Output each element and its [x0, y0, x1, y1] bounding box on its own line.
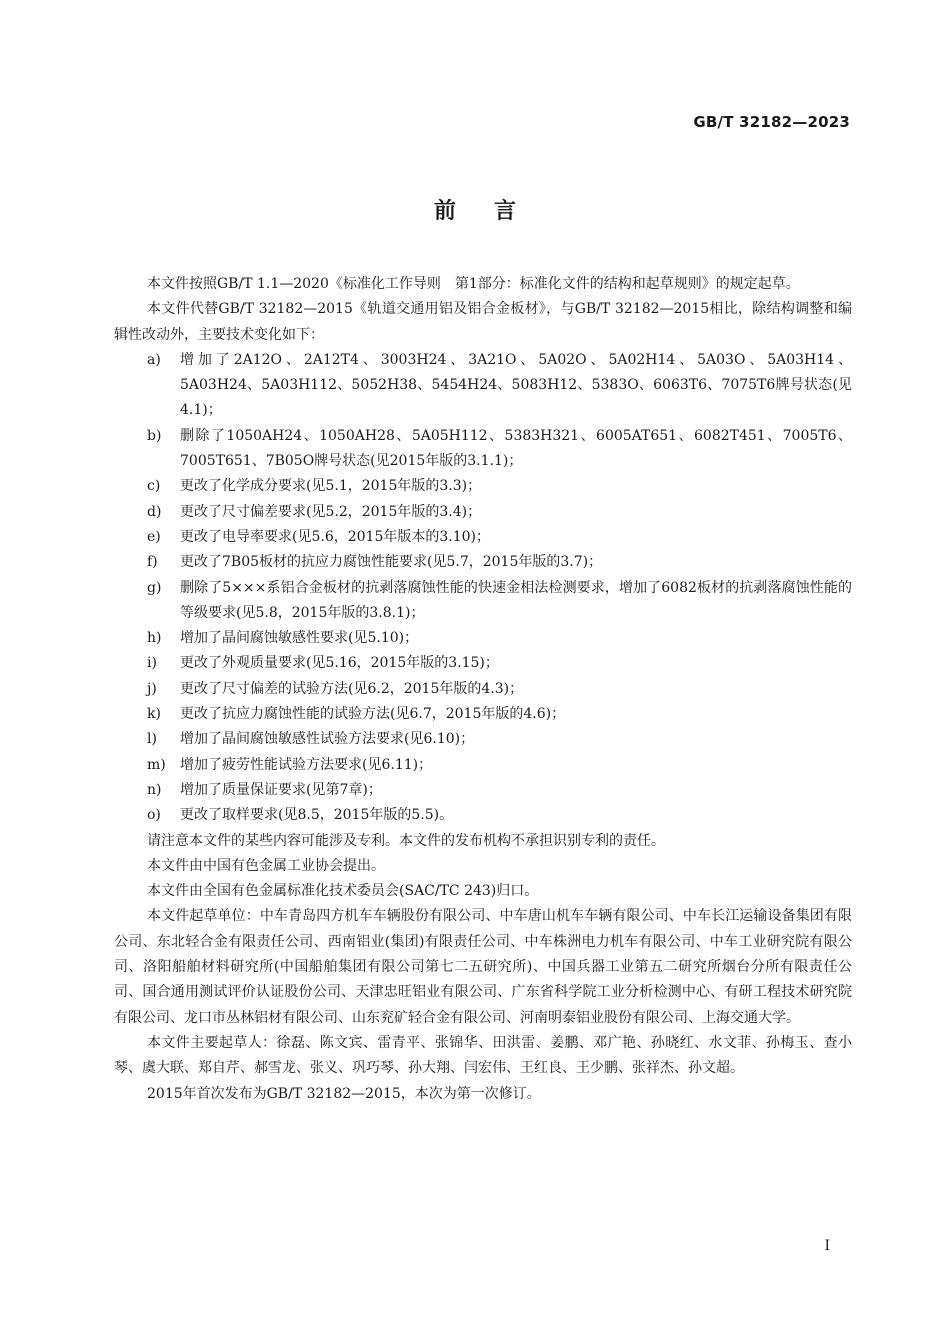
list-item — [114, 525, 852, 550]
standard-number: GB/T 32182—2023 — [693, 113, 850, 131]
list-item — [114, 702, 852, 727]
list-item-text: 更改了取样要求(见8.5，2015年版的5.5)。 — [180, 807, 454, 824]
list-marker: l) — [147, 731, 157, 748]
drafters-paragraph: 本文件主要起草人：徐磊、陈文宾、雷青平、张锦华、田洪雷、姜鹏、邓广艳、孙晓红、水文菲、孙梅玉、查小琴、虞大联、郑自芹、郝雪龙、张义、巩巧琴、孙大翔、闫宏伟、王红良、王少鹏、张祥杰、孙文超。 — [114, 1034, 852, 1077]
list-item-text: 更改了电导率要求(见5.6，2015年版本的3.10)； — [180, 528, 490, 545]
list-item — [114, 474, 852, 499]
list-item — [114, 424, 852, 475]
page-number: I — [824, 1238, 830, 1254]
list-item-text: 更改了外观质量要求(见5.16，2015年版的3.15)； — [180, 655, 499, 672]
intro-paragraph-replacement: 本文件代替GB/T 32182—2015《轨道交通用铝及铝合金板材》，与GB/T 32182—2015相比，除结构调整和编辑性改动外，主要技术变化如下： — [114, 301, 852, 343]
list-marker: d) — [147, 503, 162, 520]
intro-paragraph-drafting-rules: 本文件按照GB/T 1.1—2020《标准化工作导则 第1部分：标准化文件的结构和起草规则》的规定起草。 — [147, 276, 800, 292]
list-item — [114, 803, 852, 828]
technical-committee-paragraph: 本文件由全国有色金属标准化技术委员会(SAC/TC 243)归口。 — [147, 883, 539, 900]
list-item — [114, 677, 852, 702]
list-item — [114, 651, 852, 676]
list-item — [114, 550, 852, 575]
history-paragraph: 2015年首次发布为GB/T 32182—2015，本次为第一次修订。 — [147, 1085, 541, 1102]
list-marker: g) — [147, 579, 162, 596]
list-marker: m) — [147, 756, 166, 773]
list-marker: o) — [147, 807, 161, 824]
list-item — [114, 753, 852, 778]
list-item-text: 删除了5×××系铝合金板材的抗剥落腐蚀性能的快速金相法检测要求，增加了6082板材的抗剥落腐蚀性能的等级要求(见5.8，2015年版的3.8.1)； — [180, 579, 852, 621]
list-item-text: 增加了质量保证要求(见第7章)； — [180, 781, 382, 798]
list-item-text: 更改了抗应力腐蚀性能的试验方法(见6.7，2015年版的4.6)； — [180, 706, 566, 723]
drafting-units-paragraph: 本文件起草单位：中车青岛四方机车车辆股份有限公司、中车唐山机车车辆有限公司、中车长江运输设备集团有限公司、东北轻合金有限责任公司、西南铝业(集团)有限责任公司、中车株洲电力机车有限公司、中车工业研究院有限公司、洛阳船舶材料研究所(中国船舶集团有限公司第七二五研究所)、中国兵器工业第五二研究所烟台分所有限责任公司、国合通用测试评价认证股份公司、天津忠旺铝业有限公司、广东省科学院工业分析检测中心、有研工程技术研究院有限公司、龙口市丛林铝材有限公司、山东兖矿轻合金有限公司、河南明泰铝业股份有限公司、上海交通大学。 — [114, 908, 852, 1026]
list-marker: j) — [147, 680, 157, 697]
page-title: 前言 — [433, 199, 554, 224]
list-item — [114, 626, 852, 651]
list-marker: f) — [147, 554, 158, 571]
list-item-text: 更改了尺寸偏差要求(见5.2，2015年版的3.4)； — [180, 503, 482, 520]
list-item-text: 更改了7B05板材的抗应力腐蚀性能要求(见5.7，2015年版的3.7)； — [180, 554, 603, 571]
list-item-text: 更改了尺寸偏差的试验方法(见6.2，2015年版的4.3)； — [180, 680, 524, 697]
list-marker: h) — [147, 630, 162, 647]
list-item-text: 增加了疲劳性能试验方法要求(见6.11)； — [180, 756, 433, 773]
list-marker: a) — [147, 351, 161, 368]
list-marker: k) — [147, 706, 161, 723]
list-item — [114, 500, 852, 525]
list-marker: b) — [147, 427, 162, 444]
list-item — [114, 576, 852, 627]
list-item-text: 删除了1050AH24、1050AH28、5A05H112、5383H321、6005AT651、6082T451、7005T6、7005T651、7B05O牌号状态(见2015年版的3.1.1)； — [180, 427, 852, 470]
list-item-text: 增加了晶间腐蚀敏感性试验方法要求(见6.10)； — [180, 731, 475, 748]
list-item — [114, 727, 852, 752]
list-item-text: 增加了晶间腐蚀敏感性要求(见5.10)； — [180, 630, 419, 647]
list-item-text: 更改了化学成分要求(见5.1，2015年版的3.3)； — [180, 478, 482, 495]
list-marker: i) — [147, 655, 157, 672]
list-item-text: 增加了2A12O、2A12T4、3003H24、3A21O、5A02O、5A02H14、5A03O、5A03H14、5A03H24、5A03H112、5052H38、5454H24、5083H12、5383O、6063T6、7075T6牌号状态(见4.1)； — [180, 351, 852, 419]
list-item — [114, 348, 852, 424]
technical-changes-list — [114, 348, 852, 829]
patent-notice-paragraph: 请注意本文件的某些内容可能涉及专利。本文件的发布机构不承担识别专利的责任。 — [147, 832, 665, 849]
document-body — [114, 272, 852, 1107]
list-marker: e) — [147, 528, 161, 545]
proposer-paragraph: 本文件由中国有色金属工业协会提出。 — [147, 857, 385, 874]
list-item — [114, 778, 852, 803]
list-marker: n) — [147, 781, 162, 798]
list-marker: c) — [147, 478, 161, 495]
